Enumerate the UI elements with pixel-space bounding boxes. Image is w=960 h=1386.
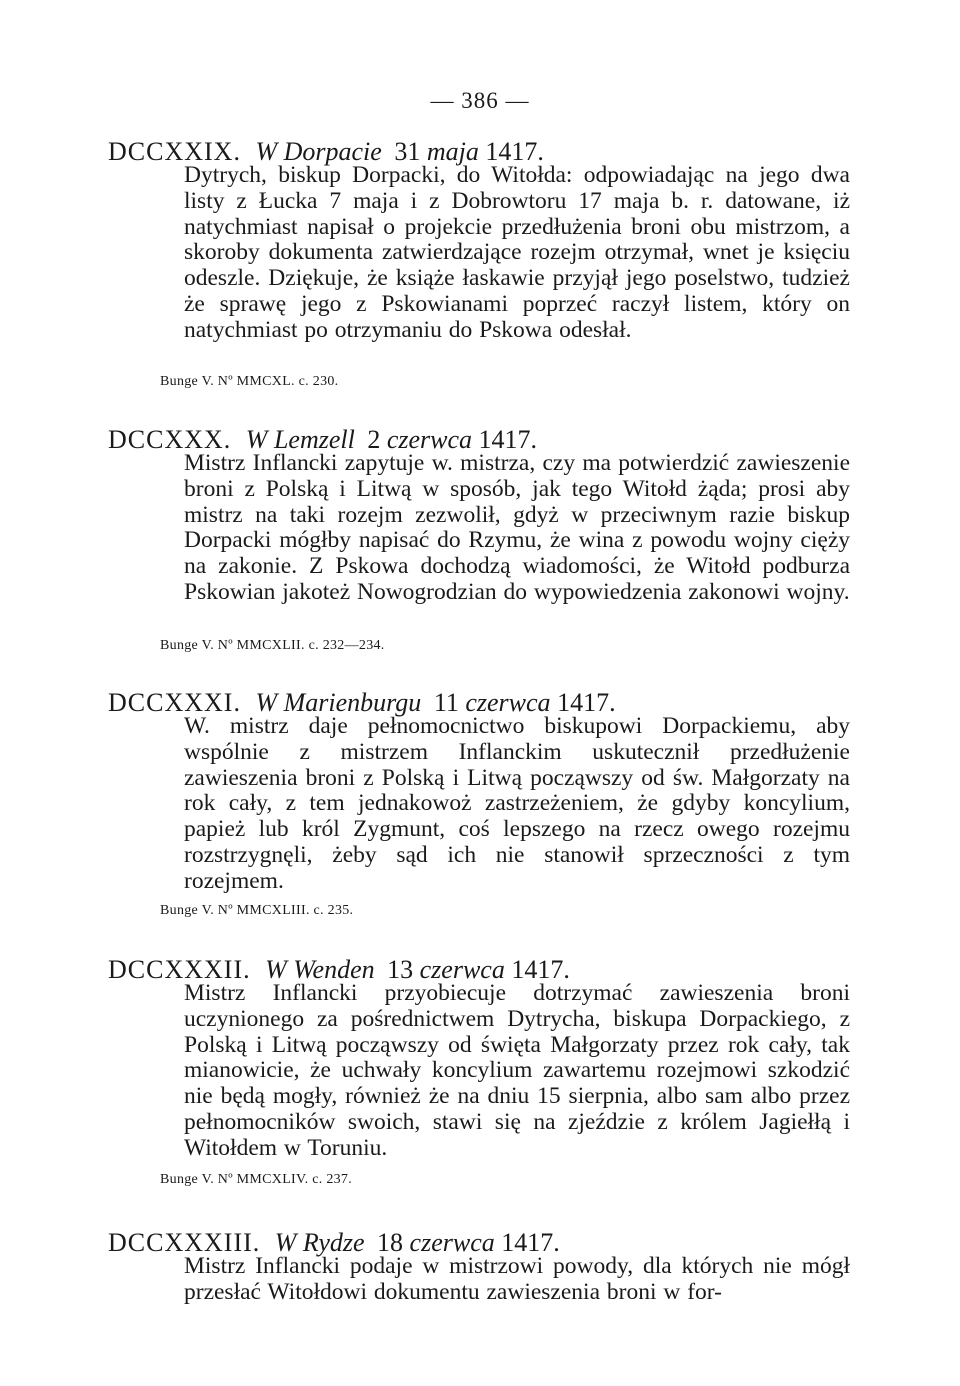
entry-place: W Lemzell <box>245 425 355 454</box>
entry-summary: W. mistrz daje pełnomocnictwo biskupowi Dorpackiemu, aby wspólnie z mistrzem Inflanckim uskutecznił przedłużenie zawieszenia broni z Polską i Litwą począwszy od św. Małgorzaty na rok cały, z tem jednakowoż zastrzeżeniem, że gdyby koncylium, papież lub król Zygmunt, coś lepszego na rzecz owego rozejmu rozstrzygnęli, żeby sąd ich nie stanowił sprzeczności z tym rozejmem. <box>184 713 850 894</box>
entry-summary: Dytrych, biskup Dorpacki, do Witołda: odpowiadając na jego dwa listy z Łucka 7 maja i z Dobrowtoru 17 maja b. r. datowane, iż natychmiast napisał o projekcie przedłużenia broni obu mistrzom, a skoroby dokumenta zatwierdzające rozejm otrzymał, wnet je księciu odeszle. Dziękuje, że książe łaskawie przyjął jego poselstwo, tudzież że sprawę jego z Pskowianami poprzeć raczył listem, który on natychmiast po otrzymaniu do Pskowa odesłał. <box>184 162 850 343</box>
entry-day: 18 <box>377 1228 404 1257</box>
entry-year: 1417. <box>485 137 544 166</box>
entry-year: 1417. <box>557 688 616 717</box>
entry-day: 31 <box>394 137 421 166</box>
entry-place: W Wenden <box>265 955 375 984</box>
entry-source: Bunge V. Nº MMCXLII. c. 232—234. <box>160 638 385 653</box>
entry-number: DCCXXX. <box>108 425 232 454</box>
entry-place: W Marienburgu <box>255 688 422 717</box>
entry-source: Bunge V. Nº MMCXLIII. c. 235. <box>160 903 354 918</box>
entry-month: czerwca <box>419 955 505 984</box>
entry-place: W Dorpacie <box>255 137 382 166</box>
entry-month: czerwca <box>409 1228 495 1257</box>
entry-source: Bunge V. Nº MMCXLIV. c. 237. <box>160 1172 353 1187</box>
entry-number: DCCXXXI. <box>108 688 241 717</box>
entry-month: czerwca <box>465 688 551 717</box>
entry-day: 13 <box>387 955 414 984</box>
entry-year: 1417. <box>501 1228 560 1257</box>
entry-day: 2 <box>367 425 381 454</box>
entry-summary: Mistrz Inflancki podaje w mistrzowi powody, dla których nie mógł przesłać Witołdowi dokumentu zawieszenia broni w for- <box>184 1253 850 1305</box>
entry-number: DCCXXIX. <box>108 137 241 166</box>
entry-source: Bunge V. Nº MMCXL. c. 230. <box>160 374 339 389</box>
entry-summary: Mistrz Inflancki zapytuje w. mistrza, czy ma potwierdzić zawieszenie broni z Polską i Litwą w sposób, jak tego Witołd żąda; prosi aby mistrz na taki rozejm zezwolił, gdyż w przeciwnym razie biskup Dorpacki mógłby napisać do Rzymu, że wina z powodu wojny cięży na zakonie. Z Pskowa dochodzą wiadomości, że Witołd podburza Pskowian jakoteż Nowogrodzian do wypowiedzenia zakonowi wojny. <box>184 450 850 605</box>
entry-day: 11 <box>433 688 459 717</box>
page-number: — 386 — <box>430 88 530 113</box>
entry-month: maja <box>426 137 479 166</box>
entry-month: czerwca <box>386 425 473 454</box>
entry-year: 1417. <box>511 955 570 984</box>
entry-number: DCCXXXII. <box>108 955 251 984</box>
entry-number: DCCXXXIII. <box>108 1228 261 1257</box>
entry-place: W Rydze <box>274 1228 365 1257</box>
entry-year: 1417. <box>478 425 538 454</box>
entry-summary: Mistrz Inflancki przyobiecuje dotrzymać zawieszenia broni uczynionego za pośrednictwem Dytrycha, biskupa Dorpackiego, z Polską i Litwą począwszy od święta Małgorzaty przez rok cały, tak mianowicie, że uchwały koncylium zawartemu rozejmowi szkodzić nie będą mogły, również że na dniu 15 sierpnia, albo sam albo przez pełnomocników swoich, stawi się na zjeździe z królem Jagiełłą i Witołdem w Toruniu. <box>184 980 850 1161</box>
